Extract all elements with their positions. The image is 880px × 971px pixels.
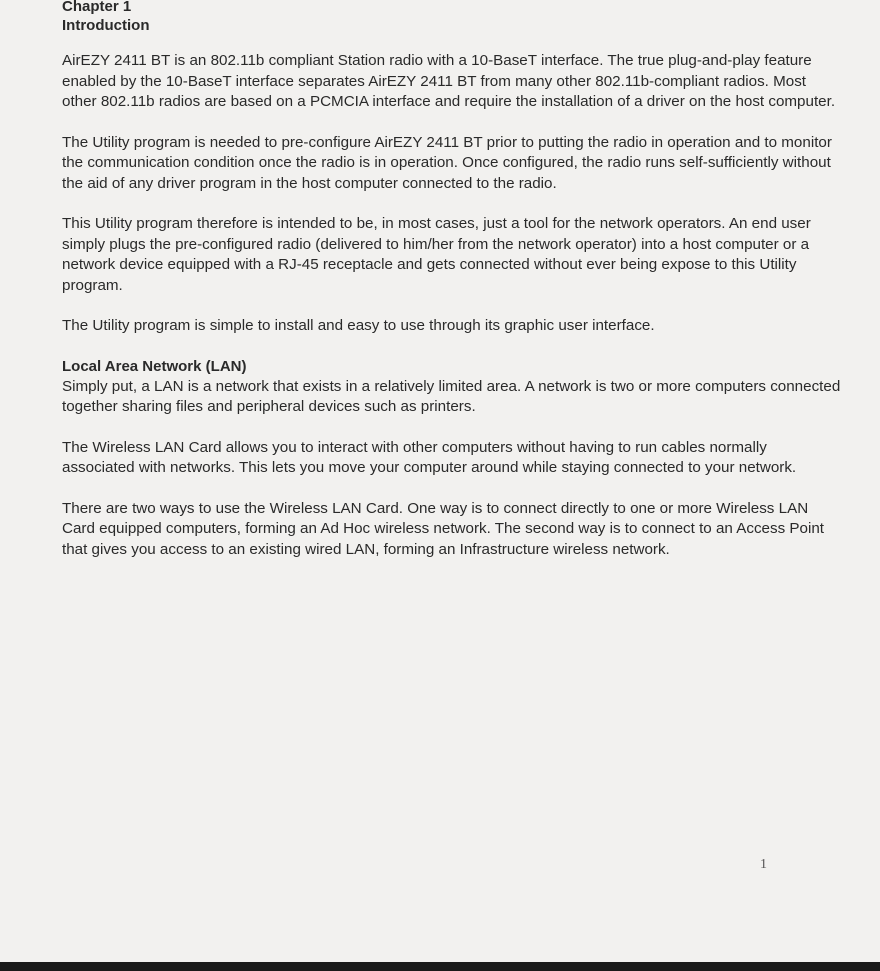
intro-paragraph: This Utility program therefore is intended to be, in most cases, just a tool for the network operators. An end user simply plugs the pre-configured radio (delivered to him/her from the network operator) into a host computer or a network device equipped with a RJ-45 receptacle and gets connected without ever being expose to this Utility program. — [62, 215, 811, 294]
lan-paragraph: The Wireless LAN Card allows you to interact with other computers without having to run cables normally associated with networks. This lets you move your computer around while staying connected to your network. — [62, 438, 797, 476]
lan-paragraph: There are two ways to use the Wireless LAN Card. One way is to connect directly to one or more Wireless LAN Card equipped computers, forming an Ad Hoc wireless network. The second way is to connect to an Access Point that gives you access to an existing wired LAN, forming an Infrastructure wireless network. — [62, 499, 825, 558]
intro-paragraph: The Utility program is simple to install and easy to use through its graphic user interface. — [62, 317, 655, 334]
intro-paragraph: The Utility program is needed to pre-configure AirEZY 2411 BT prior to putting the radio in operation and to monitor the communication condition once the radio is in operation. Once configured, the radio runs self-sufficiently without the aid of any driver program in the host computer connected to the radio. — [62, 133, 832, 192]
page-content — [62, 0, 842, 560]
scan-bottom-edge — [0, 962, 880, 971]
page-number: 1 — [760, 857, 767, 872]
lan-paragraph: Simply put, a LAN is a network that exists in a relatively limited area. A network is two or more computers connected together sharing files and peripheral devices such as printers. — [62, 377, 841, 415]
intro-paragraph: AirEZY 2411 BT is an 802.11b compliant Station radio with a 10-BaseT interface. The true plug-and-play feature enabled by the 10-BaseT interface separates AirEZY 2411 BT from many other 802.11b-compliant radios. Most other 802.11b radios are based on a PCMCIA interface and require the installation of a driver on the host computer. — [62, 52, 836, 110]
chapter-number: Chapter 1 — [62, 0, 132, 15]
chapter-title: Introduction — [62, 17, 150, 34]
section-heading: Local Area Network (LAN) — [62, 357, 247, 375]
